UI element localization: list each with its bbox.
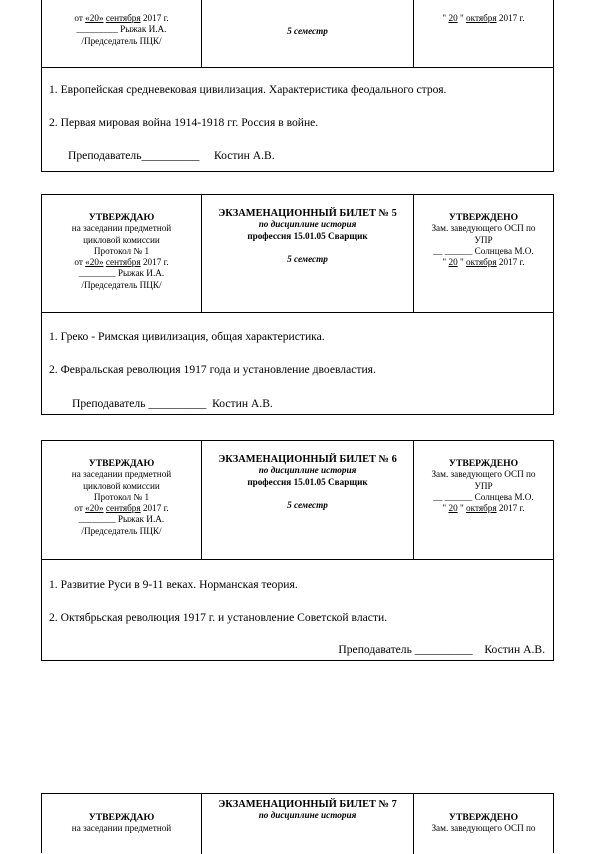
ticket-questions <box>42 560 553 662</box>
approved-block: УТВЕРЖДЕНО Зам. заведующего ОСП по УПР __ ______ Солнцева М.О. " 20 " октября 2017 г. <box>414 195 553 312</box>
ticket-title-block <box>202 441 414 559</box>
approve-block: УТВЕРЖДАЮ на заседании предметной <box>42 794 202 854</box>
semester-label: 5 семестр <box>287 253 328 264</box>
teacher-signature: Преподаватель __________ Костин А.В. <box>72 397 273 410</box>
discipline-label: по дисциплине история <box>258 810 357 821</box>
ticket-title-block <box>202 195 414 312</box>
approved-heading: УТВЕРЖДЕНО <box>448 458 519 469</box>
ticket-5 <box>41 194 554 415</box>
ticket-header <box>42 441 553 560</box>
ticket-6 <box>41 440 554 661</box>
protocol-number: Протокол № 1 <box>93 245 150 256</box>
chair-role: /Председатель ПЦК/ <box>81 35 162 46</box>
approved-date: " 20 " октября 2017 г. <box>442 13 525 23</box>
approve-heading: УТВЕРЖДАЮ <box>88 458 155 469</box>
ticket-header <box>42 195 553 313</box>
question-2: 2. Февральская революция 1917 года и установление двоевластия. <box>49 363 376 376</box>
profession-label: профессия 15.01.05 Сварщик <box>247 230 368 241</box>
deputy-signature: __ ______ Солнцева М.О. <box>433 491 534 502</box>
ticket-7 <box>41 793 554 853</box>
question-1: 1. Развитие Руси в 9-11 веках. Норманская теория. <box>49 578 298 591</box>
approve-block <box>42 0 202 67</box>
question-1: 1. Греко - Римская цивилизация, общая характеристика. <box>49 330 325 343</box>
chair-role: /Председатель ПЦК/ <box>81 525 162 536</box>
ticket-title: ЭКЗАМЕНАЦИОННЫЙ БИЛЕТ № 6 <box>218 454 397 465</box>
approve-block: УТВЕРЖДАЮ на заседании предметной цикловой комиссии Протокол № 1 от «20» сентября 2017 г. ________ Рыжак И.А. /Председатель ПЦК/ <box>42 195 202 312</box>
teacher-signature: Преподаватель __________ Костин А.В. <box>338 643 545 656</box>
approve-heading: УТВЕРЖДАЮ <box>88 212 155 223</box>
ticket-title-block <box>202 794 414 854</box>
chair-role: /Председатель ПЦК/ <box>81 279 162 290</box>
ticket-questions <box>42 68 553 173</box>
protocol-number: Протокол № 1 <box>93 491 150 502</box>
ticket-4 <box>41 0 554 172</box>
approved-heading: УТВЕРЖДЕНО <box>448 212 519 223</box>
ticket-title: ЭКЗАМЕНАЦИОННЫЙ БИЛЕТ № 5 <box>218 208 397 219</box>
question-2: 2. Первая мировая война 1914-1918 гг. Россия в войне. <box>49 116 319 129</box>
question-2: 2. Октябрьская революция 1917 г. и установление Советской власти. <box>49 611 388 624</box>
chair-signature: _________ Рыжак И.А. <box>76 24 167 35</box>
ticket-questions <box>42 313 553 416</box>
ticket-title: ЭКЗАМЕНАЦИОННЫЙ БИЛЕТ № 7 <box>218 799 397 810</box>
deputy-signature: __ ______ Солнцева М.О. <box>433 245 534 256</box>
protocol-date: от «20» сентября 2017 г. <box>74 13 169 23</box>
approved-date: " 20 " октября 2017 г. <box>442 503 525 514</box>
approve-heading: УТВЕРЖДАЮ <box>88 812 155 823</box>
teacher-signature: Преподаватель__________ Костин А.В. <box>68 149 275 162</box>
approved-heading: УТВЕРЖДЕНО <box>448 812 519 823</box>
approved-block: УТВЕРЖДЕНО Зам. заведующего ОСП по УПР __ ______ Солнцева М.О. " 20 " октября 2017 г. <box>414 441 553 559</box>
question-1: 1. Европейская средневековая цивилизация. Характеристика феодального строя. <box>49 83 447 96</box>
discipline-label: по дисциплине история <box>258 219 357 230</box>
semester-label: 5 семестр <box>287 499 328 510</box>
discipline-label: по дисциплине история <box>258 465 357 476</box>
protocol-date: от «20» сентября 2017 г. <box>74 257 169 268</box>
chair-signature: ________ Рыжак И.А. <box>78 514 165 525</box>
approved-block <box>414 0 553 67</box>
protocol-date: от «20» сентября 2017 г. <box>74 503 169 514</box>
approved-date: " 20 " октября 2017 г. <box>442 257 525 268</box>
profession-label: профессия 15.01.05 Сварщик <box>247 476 368 487</box>
approved-block: УТВЕРЖДЕНО Зам. заведующего ОСП по <box>414 794 553 854</box>
date-month: сентября <box>105 13 141 23</box>
ticket-header <box>42 794 553 854</box>
semester-label: 5 семестр <box>287 26 328 36</box>
chair-signature: ________ Рыжак И.А. <box>78 268 165 279</box>
ticket-title-block <box>202 0 414 67</box>
date-day: «20» <box>85 13 104 23</box>
approve-block: УТВЕРЖДАЮ на заседании предметной цикловой комиссии Протокол № 1 от «20» сентября 2017 г. ________ Рыжак И.А. /Председатель ПЦК/ <box>42 441 202 559</box>
ticket-header <box>42 0 553 68</box>
